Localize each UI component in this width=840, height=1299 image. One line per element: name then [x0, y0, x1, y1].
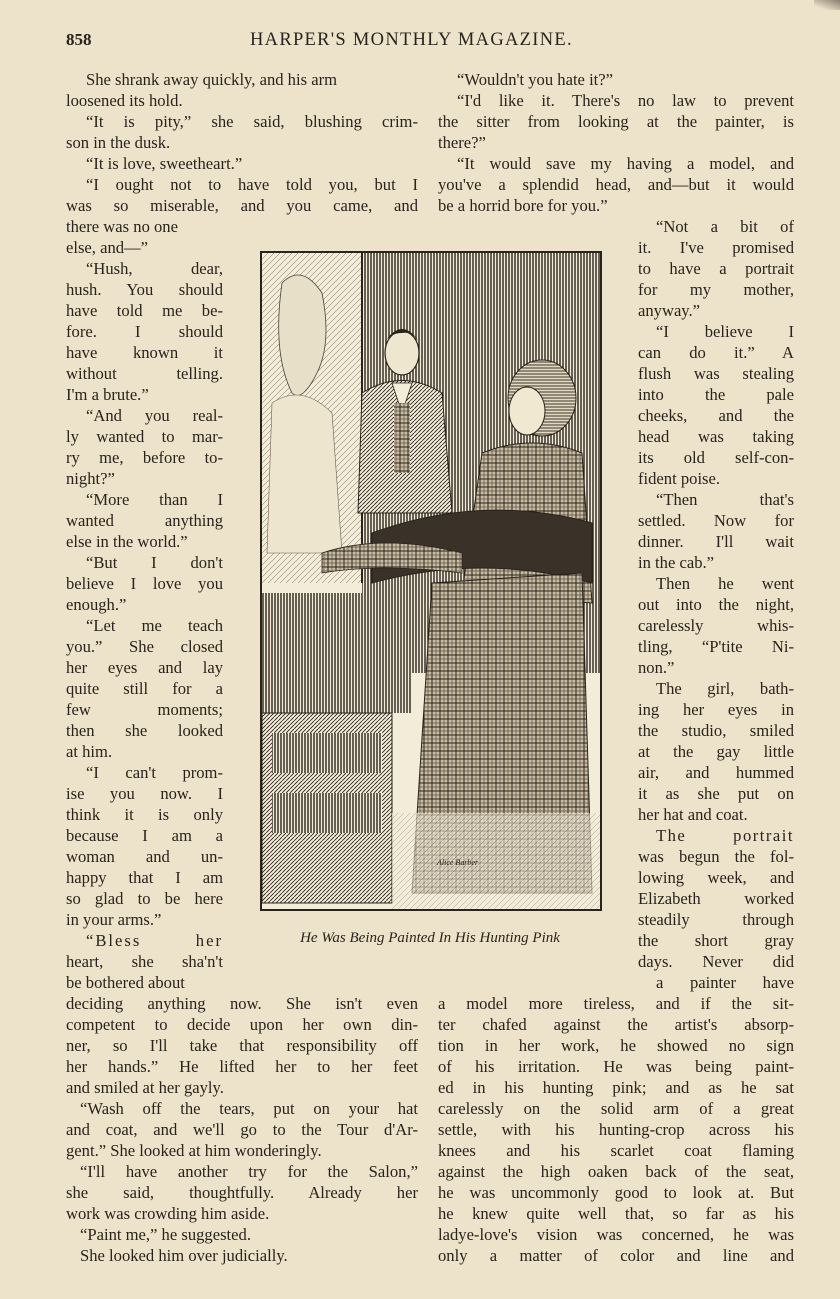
text-line: “I ought not to have told you, but I — [86, 175, 418, 194]
text-line: “Not a bit of — [656, 217, 794, 236]
text-line: “And you real- — [86, 406, 223, 425]
text-line: “I'll have another try for the Salon,” — [80, 1162, 418, 1181]
text-line: “Hush, dear, — [86, 259, 223, 278]
text-line: wanted anything — [66, 511, 223, 530]
text-line: ise you now. I — [66, 784, 223, 803]
text-line: head was taking — [638, 427, 794, 446]
text-line: “I believe I — [656, 322, 794, 341]
text-line: be bothered about — [66, 973, 185, 992]
text-line: ed in his hunting pink; and as he sat — [438, 1078, 794, 1097]
text-line: “But I don't — [86, 553, 223, 572]
text-line: carelessly whis- — [638, 616, 794, 635]
text-line: you.” She closed — [66, 637, 223, 656]
text-line: her hands.” He lifted her to her feet — [66, 1057, 418, 1076]
text-line: she said, thoughtfully. Already her — [66, 1183, 418, 1202]
text-line: knees and his scarlet coat flaming — [438, 1141, 794, 1160]
illustration — [260, 251, 602, 911]
text-line: ing her eyes in — [638, 700, 794, 719]
text-line: She looked him over judicially. — [80, 1246, 288, 1265]
text-line: then she looked — [66, 721, 223, 740]
text-line: heart, she sha'n't — [66, 952, 223, 971]
text-line: She shrank away quickly, and his arm — [86, 70, 337, 89]
text-line: have known it — [66, 343, 223, 362]
text-line: only a matter of color and line and — [438, 1246, 794, 1265]
text-line: at him. — [66, 742, 113, 761]
text-line: ry me, before to- — [66, 448, 223, 467]
text-line: of his irritation. He was being paint- — [438, 1057, 794, 1076]
text-line: tling, “P'tite Ni- — [638, 637, 794, 656]
text-line: cheeks, and the — [638, 406, 794, 425]
text-line: her hat and coat. — [638, 805, 748, 824]
text-line: loosened its hold. — [66, 91, 183, 110]
text-line: work was crowding him aside. — [66, 1204, 270, 1223]
text-line: have told me be- — [66, 301, 223, 320]
text-line: was so miserable, and you came, and — [66, 196, 418, 215]
text-line: quite still for a — [66, 679, 223, 698]
text-line: settle, with his hunting-crop across his — [438, 1120, 794, 1139]
text-line: and smiled at her gayly. — [66, 1078, 224, 1097]
text-line: can do it.” A — [638, 343, 794, 362]
text-line: settled. Now for — [638, 511, 794, 530]
text-line: days. Never did — [638, 952, 794, 971]
text-line: carelessly on the solid arm of a great — [438, 1099, 794, 1118]
text-line: he knew quite well that, so far as his — [438, 1204, 794, 1223]
text-line: “It is pity,” she said, blushing crim- — [86, 112, 418, 131]
text-line: “It is love, sweetheart.” — [86, 154, 243, 173]
text-line: the studio, smiled — [638, 721, 794, 740]
running-title: HARPER'S MONTHLY MAGAZINE. — [250, 30, 573, 50]
text-line: her eyes and lay — [66, 658, 223, 677]
text-line: air, and hummed — [638, 763, 794, 782]
text-line: lowing week, and — [638, 868, 794, 887]
text-line: “More than I — [86, 490, 223, 509]
text-line: against the high oaken back of the seat, — [438, 1162, 794, 1181]
text-line: was begun the fol- — [638, 847, 794, 866]
text-line: without telling. — [66, 364, 223, 383]
text-line: a painter have — [656, 973, 794, 992]
text-line: he was uncommonly good to look at. But — [438, 1183, 794, 1202]
text-line: Elizabeth worked — [638, 889, 794, 908]
text-line: competent to decide upon her own din- — [66, 1015, 418, 1034]
text-line: at the gay little — [638, 742, 794, 761]
text-line: in the cab.” — [638, 553, 715, 572]
text-line: so glad to be here — [66, 889, 223, 908]
text-line: its old self-con- — [638, 448, 794, 467]
text-line: dinner. I'll wait — [638, 532, 794, 551]
text-line: fore. I should — [66, 322, 223, 341]
text-line: ly wanted to mar- — [66, 427, 223, 446]
text-line: and coat, and we'll go to the Tour d'Ar- — [66, 1120, 418, 1139]
text-line: the sitter from looking at the painter, is — [438, 112, 794, 131]
text-line: gent.” She looked at him wonderingly. — [66, 1141, 322, 1160]
text-line: believe I love you — [66, 574, 223, 593]
text-line: a model more tireless, and if the sit- — [438, 994, 794, 1013]
text-line: in your arms.” — [66, 910, 162, 929]
text-line: “It would save my having a model, and — [457, 154, 794, 173]
text-line: Then he went — [656, 574, 794, 593]
text-line: The girl, bath- — [656, 679, 794, 698]
text-line: I'm a brute.” — [66, 385, 149, 404]
text-line: there was no one — [66, 217, 178, 236]
text-line: to have a portrait — [638, 259, 794, 278]
text-line: “I can't prom- — [86, 763, 223, 782]
text-line: else in the world.” — [66, 532, 188, 551]
text-line: for my mother, — [638, 280, 794, 299]
illustration-caption: He Was Being Painted In His Hunting Pink — [300, 930, 560, 946]
text-line: hush. You should — [66, 280, 223, 299]
text-line: flush was stealing — [638, 364, 794, 383]
text-line: non.” — [638, 658, 675, 677]
text-line: there?” — [438, 133, 486, 152]
text-line: happy that I am — [66, 868, 223, 887]
text-line: because I am a — [66, 826, 223, 845]
text-line: think it is only — [66, 805, 223, 824]
text-line: out into the night, — [638, 595, 794, 614]
text-line: night?” — [66, 469, 115, 488]
text-line: it as she put on — [638, 784, 794, 803]
text-line: “Wouldn't you hate it?” — [457, 70, 614, 89]
text-line: “Then that's — [656, 490, 794, 509]
text-line: steadily through — [638, 910, 794, 929]
text-line: tion in her work, he showed no sign — [438, 1036, 794, 1055]
text-line: “Bless her — [86, 931, 223, 950]
text-line: be a horrid bore for you.” — [438, 196, 608, 215]
text-line: it. I've promised — [638, 238, 794, 257]
text-line: you've a splendid head, and—but it would — [438, 175, 794, 194]
text-line: enough.” — [66, 595, 127, 614]
page-number: 858 — [66, 30, 92, 49]
illustration-drawing — [262, 253, 600, 909]
text-line: ladye-love's vision was concerned, he was — [438, 1225, 794, 1244]
text-line: The portrait — [656, 826, 794, 845]
artist-signature: Alice Barber — [437, 858, 479, 867]
text-line: “Paint me,” he suggested. — [80, 1225, 251, 1244]
text-line: few moments; — [66, 700, 223, 719]
text-line: the short gray — [638, 931, 794, 950]
text-line: “Wash off the tears, put on your hat — [80, 1099, 418, 1118]
text-line: “I'd like it. There's no law to prevent — [457, 91, 794, 110]
text-line: into the pale — [638, 385, 794, 404]
text-line: anyway.” — [638, 301, 701, 320]
text-line: ter chafed against the artist's absorp- — [438, 1015, 794, 1034]
text-line: fident poise. — [638, 469, 721, 488]
text-line: deciding anything now. She isn't even — [66, 994, 418, 1013]
text-line: ner, so I'll take that responsibility off — [66, 1036, 418, 1055]
page-corner-shadow — [814, 0, 840, 10]
text-line: else, and—” — [66, 238, 149, 257]
text-line: “Let me teach — [86, 616, 223, 635]
text-line: woman and un- — [66, 847, 223, 866]
text-line: son in the dusk. — [66, 133, 171, 152]
